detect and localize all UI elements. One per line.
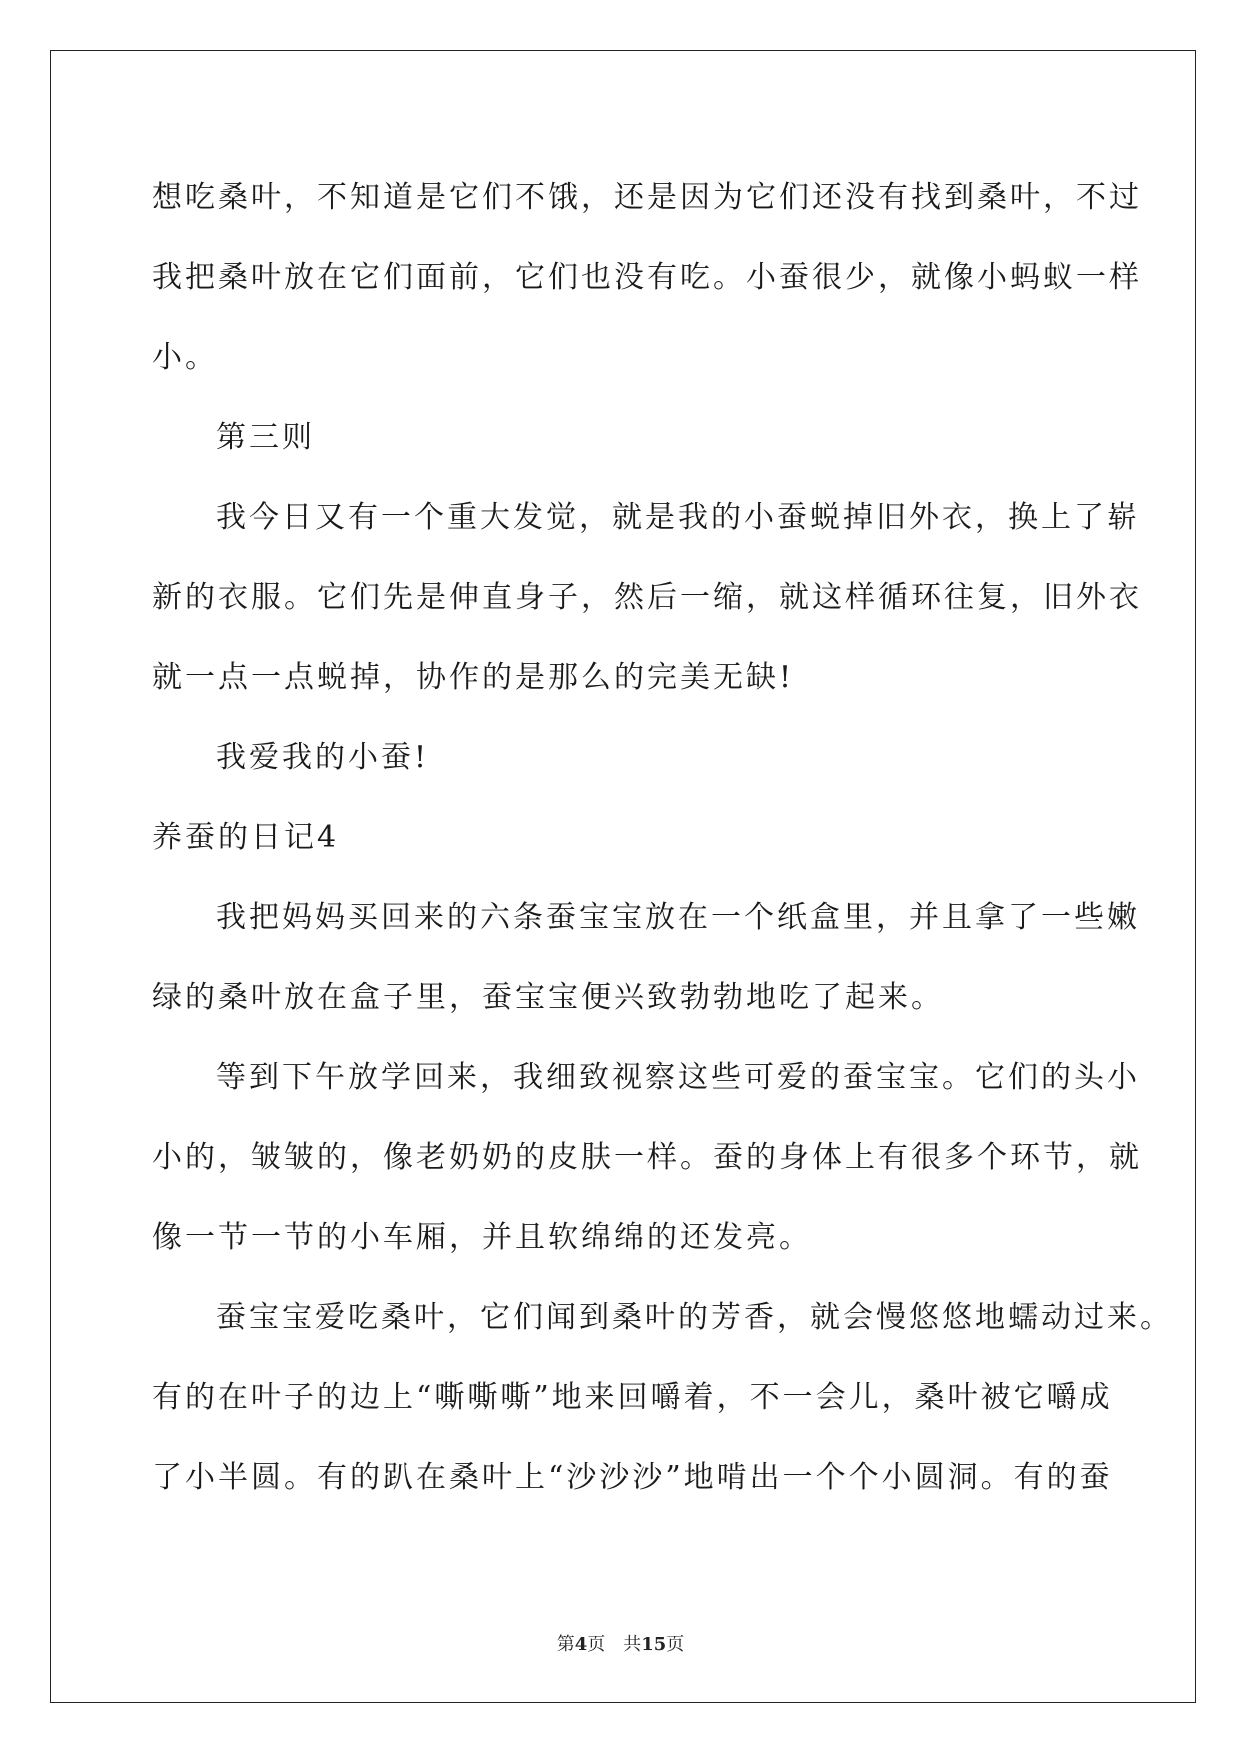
section-heading: 第三则 — [216, 420, 315, 455]
text-line: 我今日又有一个重大发觉，就是我的小蚕蜕掉旧外衣，换上了崭 — [216, 500, 1140, 535]
text-line: 像一节一节的小车厢，并且软绵绵的还发亮。 — [152, 1220, 812, 1255]
diary-title: 养蚕的日记4 — [152, 820, 340, 855]
text-line: 了小半圆。有的趴在桑叶上“沙沙沙”地啃出一个个小圆洞。有的蚕 — [152, 1460, 1113, 1495]
text-line: 新的衣服。它们先是伸直身子，然后一缩，就这样循环往复，旧外衣 — [152, 580, 1142, 615]
page-prefix: 第 — [556, 1634, 575, 1655]
text-line: 我把桑叶放在它们面前，它们也没有吃。小蚕很少，就像小蚂蚁一样 — [152, 260, 1142, 295]
text-line: 绿的桑叶放在盒子里，蚕宝宝便兴致勃勃地吃了起来。 — [152, 980, 944, 1015]
text-line: 就一点一点蜕掉，协作的是那么的完美无缺! — [152, 660, 795, 695]
text-line: 有的在叶子的边上“嘶嘶嘶”地来回嚼着，不一会儿，桑叶被它嚼成 — [152, 1380, 1113, 1415]
total-pages: 15 — [641, 1634, 667, 1655]
text-line: 小。 — [152, 340, 218, 375]
page-footer — [0, 1630, 1241, 1656]
text-line: 我爱我的小蚕! — [216, 740, 430, 775]
text-line: 蚕宝宝爱吃桑叶，它们闻到桑叶的芳香，就会慢悠悠地蠕动过来。 — [216, 1300, 1173, 1335]
text-line: 我把妈妈买回来的六条蚕宝宝放在一个纸盒里，并且拿了一些嫩 — [216, 900, 1140, 935]
total-suffix: 页 — [666, 1634, 685, 1655]
page-suffix: 页 — [587, 1634, 606, 1655]
page-number: 4 — [574, 1634, 588, 1655]
text-line: 想吃桑叶，不知道是它们不饿，还是因为它们还没有找到桑叶，不过 — [152, 180, 1142, 215]
total-prefix: 共 — [623, 1634, 642, 1655]
text-line: 小的，皱皱的，像老奶奶的皮肤一样。蚕的身体上有很多个环节，就 — [152, 1140, 1142, 1175]
text-line: 等到下午放学回来，我细致视察这些可爱的蚕宝宝。它们的头小 — [216, 1060, 1140, 1095]
document-body — [152, 158, 1173, 1518]
